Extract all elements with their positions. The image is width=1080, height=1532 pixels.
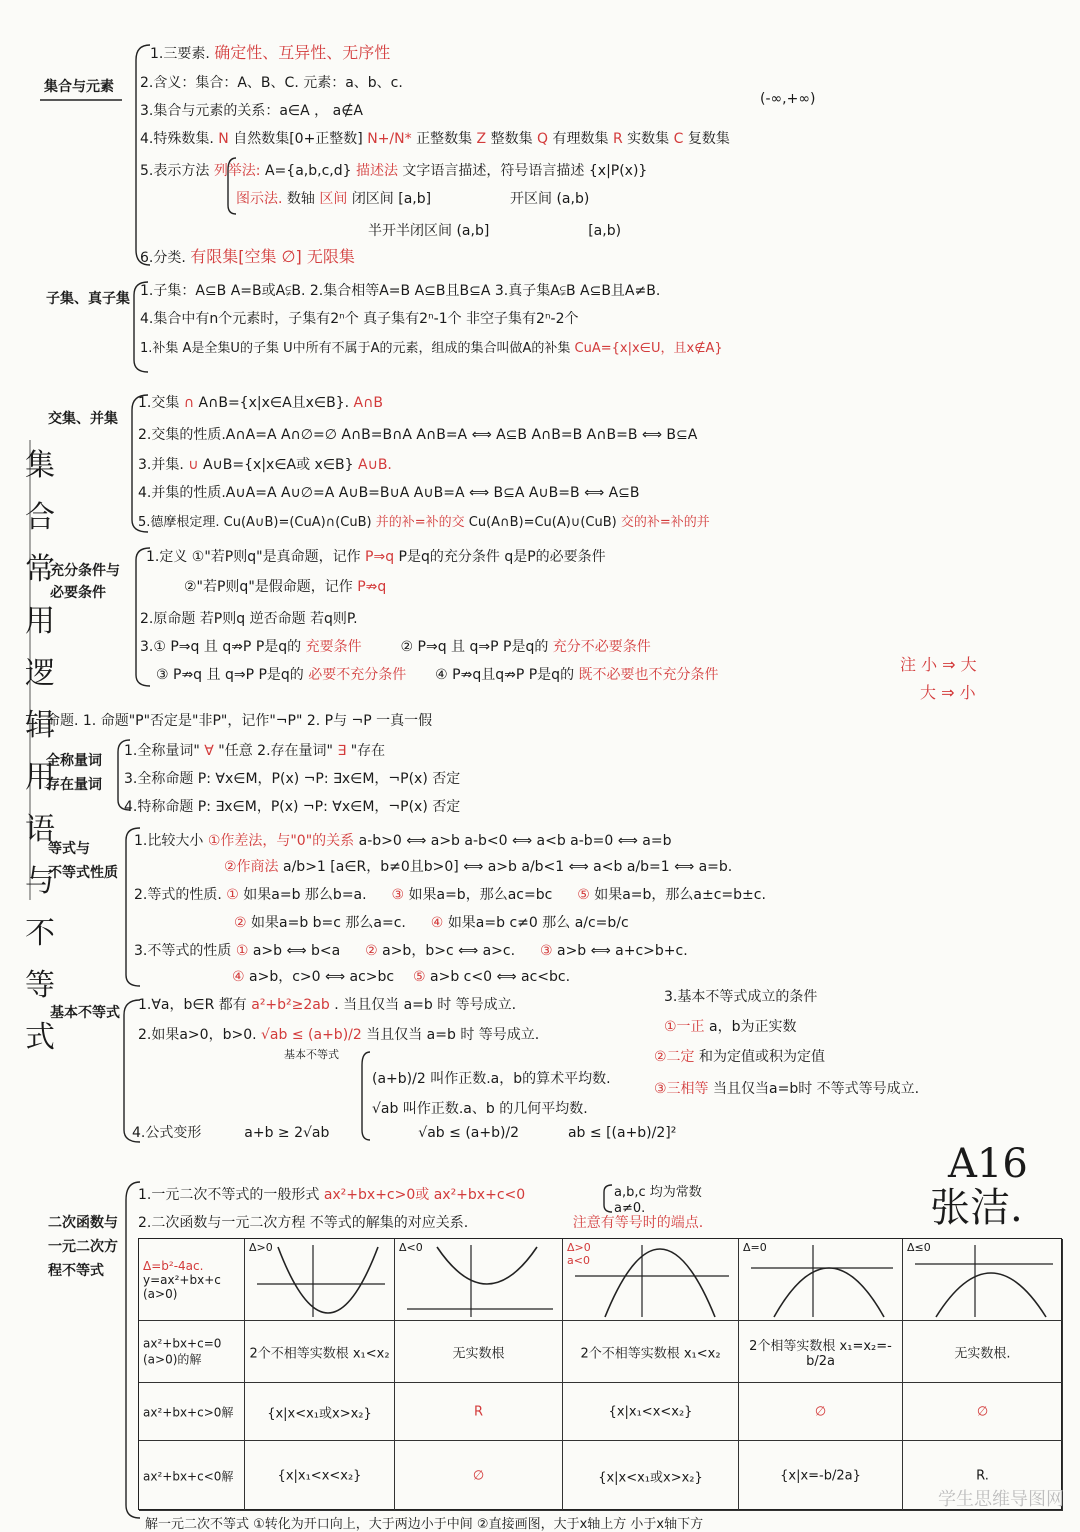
solution-text: R. xyxy=(976,1468,989,1483)
category-quad-1: 二次函数与 xyxy=(48,1215,118,1231)
title-char: 逻 xyxy=(25,656,55,691)
note-big-small: 大 ⇒ 小 xyxy=(920,683,976,702)
row-header-text: ax²+bx+c>0解 xyxy=(143,1405,234,1419)
line-ineq-props-2: ④ a>b，c>0 ⟺ ac>bc ⑤ a>b c<0 ⟺ ac<bc. xyxy=(232,969,571,985)
line-subset-def: 1.子集：A⊆B A=B或A⫋B. 2.集合相等A=B A⊆B且B⊆A 3.真子集A⫋B A⊆B且A≠B. xyxy=(140,283,661,299)
solution-text: R xyxy=(473,1404,484,1419)
solution-cell xyxy=(739,1441,903,1511)
solution-cell xyxy=(903,1321,1063,1383)
line-proposition: 命题. 1. 命题"P"否定是"非P"，记作"¬P" 2. P与 ¬P 一真一假 xyxy=(46,713,433,729)
line-quantifier-def: 1.全称量词" ∀ "任意 2.存在量词" ∃ "存在 xyxy=(124,743,386,759)
solution-text: ∅ xyxy=(976,1404,989,1419)
row-header-text: Δ=b²-4ac. xyxy=(143,1258,204,1273)
bracket-equality xyxy=(126,828,140,986)
quadratic-table xyxy=(138,1238,1062,1532)
category-quant-2: 存在量词 xyxy=(46,777,102,793)
watermark: 学生思维导图网 xyxy=(938,1489,1064,1510)
row-header xyxy=(139,1383,245,1441)
category-conditions-1: 充分条件与 xyxy=(50,563,120,579)
delta-label: Δ≤0 xyxy=(907,1241,931,1254)
line-arith-mean: (a+b)/2 叫作正数.a，b的算术平均数. xyxy=(372,1071,611,1087)
line-classification: 6.分类. 有限集[空集 ∅] 无限集 xyxy=(140,247,355,266)
line-quad-coeffs: a,b,c 均为常数 xyxy=(614,1185,702,1200)
bracket-coeffs xyxy=(604,1185,612,1212)
line-half-open: 半开半闭区间 (a,b] [a,b) xyxy=(368,223,622,239)
solution-text: ∅ xyxy=(814,1404,827,1419)
solution-text: 2个不相等实数根 x₁<x₂ xyxy=(580,1346,721,1361)
row-header xyxy=(139,1441,245,1511)
parabola-curve xyxy=(278,1247,378,1313)
line-basic-1: 1.∀a，b∈R 都有 a²+b²≥2ab . 当且仅当 a=b 时 等号成立. xyxy=(138,997,517,1013)
line-complement: 1.补集 A是全集U的子集 U中所有不属于A的元素，组成的集合叫做A的补集 CuA={x|x∈U，且x∉A} xyxy=(140,341,723,356)
row-header-text: y=ax²+bx+c (a>0) xyxy=(143,1272,221,1301)
category-union: 交集、并集 xyxy=(48,411,118,427)
line-basic-2: 2.如果a>0，b>0. √ab ≤ (a+b)/2 当且仅当 a=b 时 等号成立. xyxy=(138,1027,540,1043)
solution-cell xyxy=(739,1383,903,1441)
solution-cell xyxy=(739,1321,903,1383)
row-header xyxy=(139,1239,245,1321)
solution-cell xyxy=(563,1321,739,1383)
parabola-curve xyxy=(605,1249,715,1317)
line-quad-a-nonzero: a≠0. xyxy=(614,1201,646,1216)
line-intersection-props: 2.交集的性质.A∩A=A A∩∅=∅ A∩B=B∩A A∩B=A ⟺ A⊆B A∩B=B A∩B=B ⟺ B⊆A xyxy=(138,427,698,443)
line-union: 3.并集. ∪ A∪B={x|x∈A或 x∈B} A∪B. xyxy=(138,457,392,473)
line-existential: 4.特称命题 P: ∃x∈M，P(x) ¬P: ∀x∈M，¬P(x) 否定 xyxy=(124,799,461,815)
solution-cell xyxy=(563,1441,739,1511)
row-header-text: ax²+bx+c=0 (a>0)的解 xyxy=(143,1336,222,1366)
category-eq-1: 等式与 xyxy=(48,841,90,857)
signature-id: A16 xyxy=(948,1141,1028,1187)
line-union-props: 4.并集的性质.A∪A=A A∪∅=A A∪B=B∪A A∪B=A ⟺ B⊆A A∪B=B ⟺ A⊆B xyxy=(138,485,640,501)
line-subset-count: 4.集合中有n个元素时，子集有2ⁿ个 真子集有2ⁿ-1个 非空子集有2ⁿ-2个 xyxy=(140,311,579,327)
graph-cell xyxy=(563,1239,739,1321)
line-de-morgan: 5.德摩根定理. Cu(A∪B)=(CuA)∩(CuB) 并的补=补的交 Cu(A∩B)=Cu(A)∪(CuB) 交的补=补的并 xyxy=(138,515,710,530)
line-special-sets: 4.特殊数集. N 自然数集[0+正整数] N+/N* 正整数集 Z 整数集 Q 有理数集 R 实数集 C 复数集 xyxy=(140,131,730,147)
parabola-curve xyxy=(437,1247,537,1284)
condition-positive: ①一正 a，b为正实数 xyxy=(664,1019,797,1035)
line-intersection: 1.交集 ∩ A∩B={x|x∈A且x∈B}. A∩B xyxy=(138,395,383,411)
title-char: 用 xyxy=(25,604,55,639)
solution-cell xyxy=(903,1383,1063,1441)
solution-text: {x|x<x₁或x>x₂} xyxy=(598,1470,703,1485)
title-char: 用 xyxy=(25,760,55,795)
line-cond-3b: ③ P⇏q 且 q⇒P P是q的 必要不充分条件 ④ P⇏q且q⇏P P是q的 既不必要也不充分条件 xyxy=(156,667,719,683)
graph-cell xyxy=(903,1239,1063,1321)
line-relation: 3.集合与元素的关系：a∈A ， a∉A xyxy=(140,103,363,119)
category-basic: 基本不等式 xyxy=(50,1005,120,1021)
bracket-basic xyxy=(124,1000,140,1142)
condition-equal: ③三相等 当且仅当a=b时 不等式等号成立. xyxy=(654,1081,920,1097)
solution-cell xyxy=(245,1441,395,1511)
line-meaning: 2.含义：集合：A、B、C. 元素：a、b、c. xyxy=(140,75,403,91)
solution-text: 无实数根 xyxy=(452,1346,505,1361)
table-footer: 解一元二次不等式 ①转化为开口向上，大于两边小于中间 ②直接画图，大于x轴上方 小于x轴下方 xyxy=(145,1517,704,1532)
line-compare: 1.比较大小 ①作差法，与"0"的关系 a-b>0 ⟺ a>b a-b<0 ⟺ a<b a-b=0 ⟺ a=b xyxy=(134,833,672,849)
solution-text: {x|x₁<x<x₂} xyxy=(277,1468,362,1483)
row-header xyxy=(139,1321,245,1383)
solution-text: {x|x<x₁或x>x₂} xyxy=(267,1406,372,1421)
signature-name: 张洁. xyxy=(930,1185,1023,1231)
delta-label: Δ>0 a<0 xyxy=(567,1241,591,1267)
solution-text: 无实数根. xyxy=(954,1346,1011,1361)
parabola-curve xyxy=(936,1273,1046,1317)
line-universal: 3.全称命题 P: ∀x∈M，P(x) ¬P: ∃x∈M，¬P(x) 否定 xyxy=(124,771,461,787)
solution-cell xyxy=(395,1383,563,1441)
solution-cell xyxy=(245,1383,395,1441)
solution-cell xyxy=(563,1383,739,1441)
line-quad-general: 1.一元二次不等式的一般形式 ax²+bx+c>0或 ax²+bx+c<0 xyxy=(138,1187,526,1203)
line-ineq-props-1: 3.不等式的性质 ① a>b ⟺ b<a ② a>b，b>c ⟺ a>c. ③ a>b ⟺ a+c>b+c. xyxy=(134,943,688,959)
label-basic-ineq: 基本不等式 xyxy=(284,1048,339,1061)
solution-text: {x|x=-b/2a} xyxy=(780,1468,861,1483)
line-three-properties: 1.三要素. 确定性、互异性、无序性 xyxy=(150,43,391,62)
category-set-element: 集合与元素 xyxy=(44,79,114,95)
title-char: 与 xyxy=(25,864,55,899)
title-char: 式 xyxy=(25,1020,55,1055)
line-quotient: ②作商法 a/b>1 [a∈R，b≠0且b>0] ⟺ a>b a/b<1 ⟺ a<b a/b=1 ⟺ a=b. xyxy=(224,859,733,875)
title-char: 常 xyxy=(25,552,55,587)
line-cond-def: 1.定义 ①"若P则q"是真命题，记作 P⇒q P是q的充分条件 q是P的必要条件 xyxy=(146,549,606,565)
delta-label: Δ=0 xyxy=(743,1241,767,1254)
line-formula-variant: 4.公式变形 a+b ≥ 2√ab √ab ≤ (a+b)/2 ab ≤ [(a+b)/2]² xyxy=(132,1125,677,1141)
solution-text: 2个相等实数根 x₁=x₂=-b/2a xyxy=(749,1338,892,1369)
title-char: 合 xyxy=(25,500,55,535)
category-conditions-2: 必要条件 xyxy=(50,585,106,601)
solution-text: 2个不相等实数根 x₁<x₂ xyxy=(249,1346,390,1361)
line-contrapositive: 2.原命题 若P则q 逆否命题 若q则P. xyxy=(140,611,358,627)
infinity-note: (-∞,+∞) xyxy=(760,91,816,107)
line-eq-props-1: 2.等式的性质. ① 如果a=b 那么b=a. ③ 如果a=b，那么ac=bc ⑤ 如果a=b，那么a±c=b±c. xyxy=(134,887,766,903)
delta-label: Δ<0 xyxy=(399,1241,423,1254)
category-eq-2: 不等式性质 xyxy=(48,865,118,881)
line-cond-false: ②"若P则q"是假命题，记作 P⇏q xyxy=(184,579,387,595)
graph-cell xyxy=(739,1239,903,1321)
graph-cell xyxy=(395,1239,563,1321)
title-char: 语 xyxy=(25,812,55,847)
solution-cell xyxy=(395,1321,563,1383)
line-geo-mean: √ab 叫作正数.a、b 的几何平均数. xyxy=(372,1101,588,1117)
line-representation: 5.表示方法 列举法: A={a,b,c,d} 描述法 文字语言描述，符号语言描述 {x|P(x)} xyxy=(140,163,648,179)
conditions-title: 3.基本不等式成立的条件 xyxy=(664,989,818,1005)
solution-text: {x|x₁<x<x₂} xyxy=(608,1404,693,1419)
title-char: 辑 xyxy=(25,708,55,743)
category-quad-2: 一元二次方 xyxy=(48,1239,118,1255)
solution-cell xyxy=(245,1321,395,1383)
delta-label: Δ>0 xyxy=(249,1241,273,1254)
solution-cell xyxy=(395,1441,563,1511)
condition-fixed: ②二定 和为定值或积为定值 xyxy=(654,1049,826,1065)
line-eq-props-2: ② 如果a=b b=c 那么a=c. ④ 如果a=b c≠0 那么 a/c=b/c xyxy=(234,915,629,931)
line-diagram-method: 图示法. 数轴 区间 闭区间 [a,b] 开区间 (a,b) xyxy=(236,191,590,207)
title-char: 不 xyxy=(25,916,55,951)
title-char: 等 xyxy=(25,968,55,1003)
title-char: 集 xyxy=(25,448,55,483)
graph-cell xyxy=(245,1239,395,1321)
solution-text: ∅ xyxy=(472,1468,485,1483)
category-quant-1: 全称量词 xyxy=(46,753,102,769)
line-quad-relation: 2.二次函数与一元二次方程 不等式的解集的对应关系. 注意有等号时的端点. xyxy=(138,1215,704,1231)
line-cond-3a: 3.① P⇒q 且 q⇏P P是q的 充要条件 ② P⇒q 且 q⇒P P是q的 充分不必要条件 xyxy=(140,639,651,655)
category-subset: 子集、真子集 xyxy=(46,291,130,307)
category-quad-3: 程不等式 xyxy=(48,1263,104,1279)
note-small-big: 注 小 ⇒ 大 xyxy=(900,655,977,674)
parabola-curve xyxy=(774,1268,884,1317)
row-header-text: ax²+bx+c<0解 xyxy=(143,1469,234,1483)
